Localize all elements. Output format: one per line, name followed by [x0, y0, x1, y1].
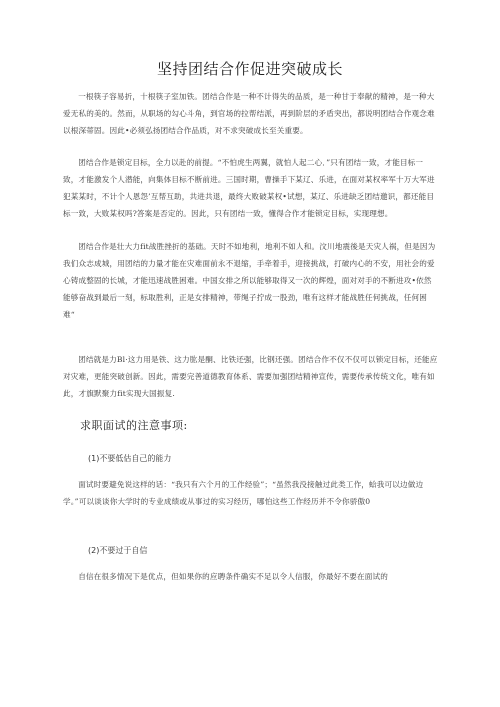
paragraph: 团结就是力Bl·这力用是铁、这力肱是酮、比铁还强，比钢还强。团结合作不仅不仅可以锁定目标，还能应对灾难，更能突破创新。因此，需要完善道德教育体系、需要加强团结精神宣传，需要传承传统文化，唯有如此，才旗默聚力fit实现大国振复. [63, 355, 438, 398]
section-heading: 求职面试的注意事项: [80, 419, 188, 432]
tip-heading: (2)不要过于自信 [88, 546, 148, 555]
tip-body: 自信在很多情况下是优点，但如果你的应聘条件确实不足以令人信服，你最好不要在面试的 [78, 572, 388, 581]
paragraph: 一根筷子容易折，十根筷子室加铁。团结合作是一种不计得失的品质，是一种甘于奉献的精神，是一种大爱无私的美的。然而，从职场的勾心斗角，到官场的拉帮结派，再到阶层的矛盾突出，都说明团结合作观念难以根深蒂固。因此•必须弘扬团结合作品质，对不求突破成长至关重要。 [63, 92, 435, 135]
tip-body: 面试时要避免说这样的话：“我只有六个月的工作经验”；“虽然我没接触过此类工作，蛤我可以边做边学。”可以谈谈你大学时的专业成绩或从事过的实习经历，哪怕这些工作经历并不令你骄傲0 [63, 480, 424, 506]
tip-heading: (1)不要低估自己的能力 [88, 454, 172, 463]
paragraph: 团结合作是锁定目标，全力以赴的前提。“不怕虎生两翼，就怕人起二心．”只有团结一致，才能目标一致，才能激发个人潜能，向集体目标不断前进。三国时期，曹操手下某辽、乐进，在面对某权率军十万大军进犯某某时，不计个人恩怨’互帮互助，共进共退，最终大败破某权•试想，某辽、乐进缺乏团结邀识，都还能目标一致，大败某权吗?答案是否定的。因此，只有团结一致，懂得合作才能锁定目标，实现理想。 [63, 158, 435, 218]
document-title: 坚持团结合作促进突破成长 [156, 60, 343, 78]
paragraph: 团结合作是壮大力fit战胜挫折的基础。天时不如地利，地利不如人和。汶川地震後是天灾人祸，但是因为我们众志成城，用团结的力量才能在灾难面前永不退缩，手牵着手，迎接挑战，打破内心的不安，用社会的爱心铸成整固的长城，才能迅速战胜困难。中国女排之所以能够取得又一次的辉煌，面对对手的不断进攻•依然能够奋战到最后一刻，标取胜利，正是女排精神，带绳子拧成一股劲，唯有这样才能战胜任何挑战，任何困难“ [63, 242, 436, 319]
